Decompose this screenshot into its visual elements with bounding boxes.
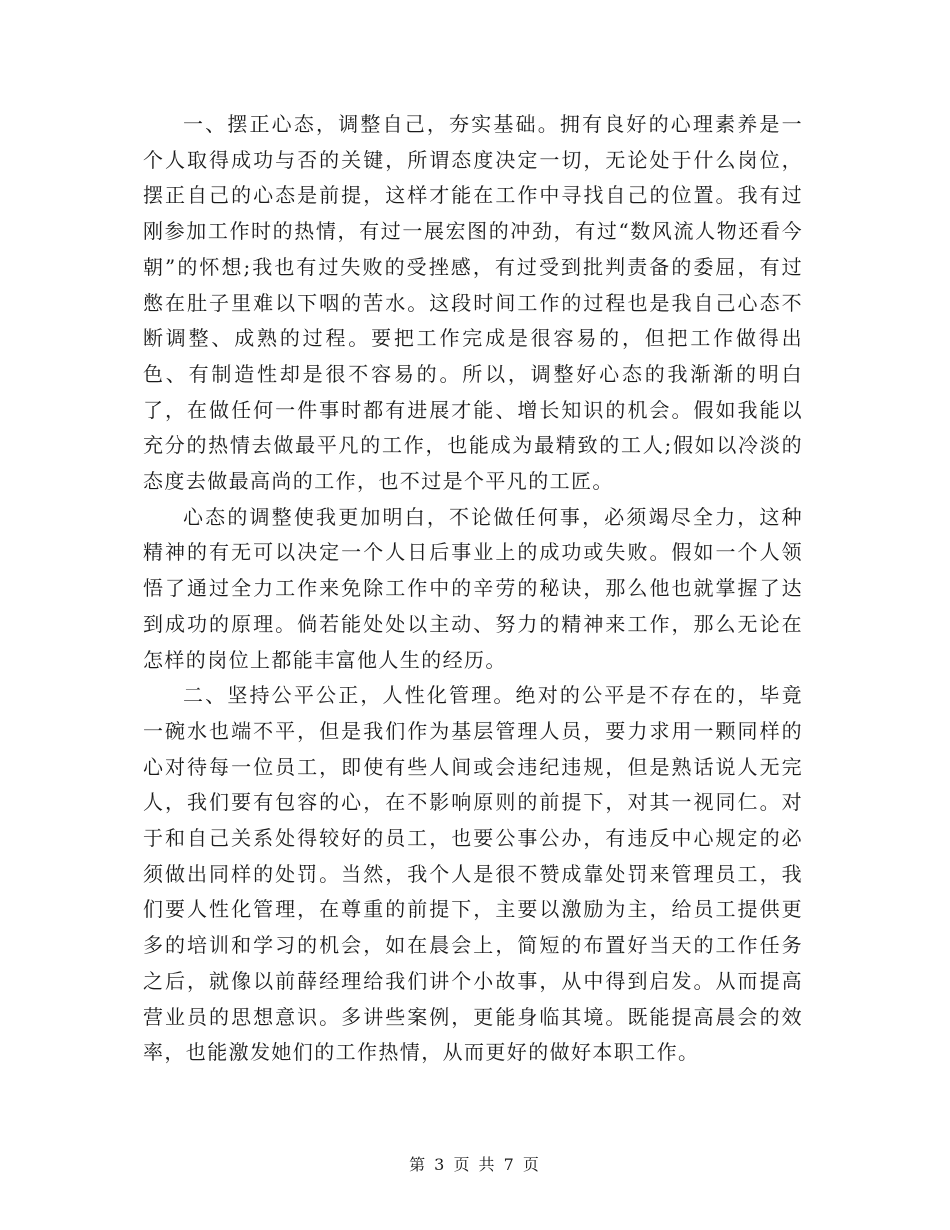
paragraph-3: 二、坚持公平公正，人性化管理。绝对的公平是不存在的，毕竟一碗水也端不平，但是我们作为基层管理人员，要力求用一颗同样的心对待每一位员工，即使有些人间或会违纪违规，但是熟话说人无完人，我们要有包容的心，在不影响原则的前提下，对其一视同仁。对于和自己关系处得较好的员工，也要公事公办，有违反中心规定的必须做出同样的处罚。当然，我个人是很不赞成靠处罚来管理员工，我们要人性化管理，在尊重的前提下，主要以激励为主，给员工提供更多的培训和学习的机会，如在晨会上，简短的布置好当天的工作任务之后，就像以前薛经理给我们讲个小故事，从中得到启发。从而提高营业员的思想意识。多讲些案例，更能身临其境。既能提高晨会的效率，也能激发她们的工作热情，从而更好的做好本职工作。 [143,683,803,1065]
paragraph-2: 心态的调整使我更加明白，不论做任何事，必须竭尽全力，这种精神的有无可以决定一个人日后事业上的成功或失败。假如一个人领悟了通过全力工作来免除工作中的辛劳的秘诀，那么他也就掌握了达到成功的原理。倘若能处处以主动、努力的精神来工作，那么无论在怎样的岗位上都能丰富他人生的经历。 [143,504,803,672]
page-number-footer: 第 3 页 共 7 页 [409,1155,541,1174]
paragraph-1: 一、摆正心态，调整自己，夯实基础。拥有良好的心理素养是一个人取得成功与否的关键，所谓态度决定一切，无论处于什么岗位，摆正自己的心态是前提，这样才能在工作中寻找自己的位置。我有过刚参加工作时的热情，有过一展宏图的冲劲，有过“数风流人物还看今朝”的怀想;我也有过失败的受挫感，有过受到批判责备的委屈，有过憋在肚子里难以下咽的苦水。这段时间工作的过程也是我自己心态不断调整、成熟的过程。要把工作完成是很容易的，但把工作做得出色、有制造性却是很不容易的。所以，调整好心态的我渐渐的明白了，在做任何一件事时都有进展才能、增长知识的机会。假如我能以充分的热情去做最平凡的工作，也能成为最精致的工人;假如以冷淡的态度去做最高尚的工作，也不过是个平凡的工匠。 [143,112,803,494]
document-body [143,107,803,1071]
